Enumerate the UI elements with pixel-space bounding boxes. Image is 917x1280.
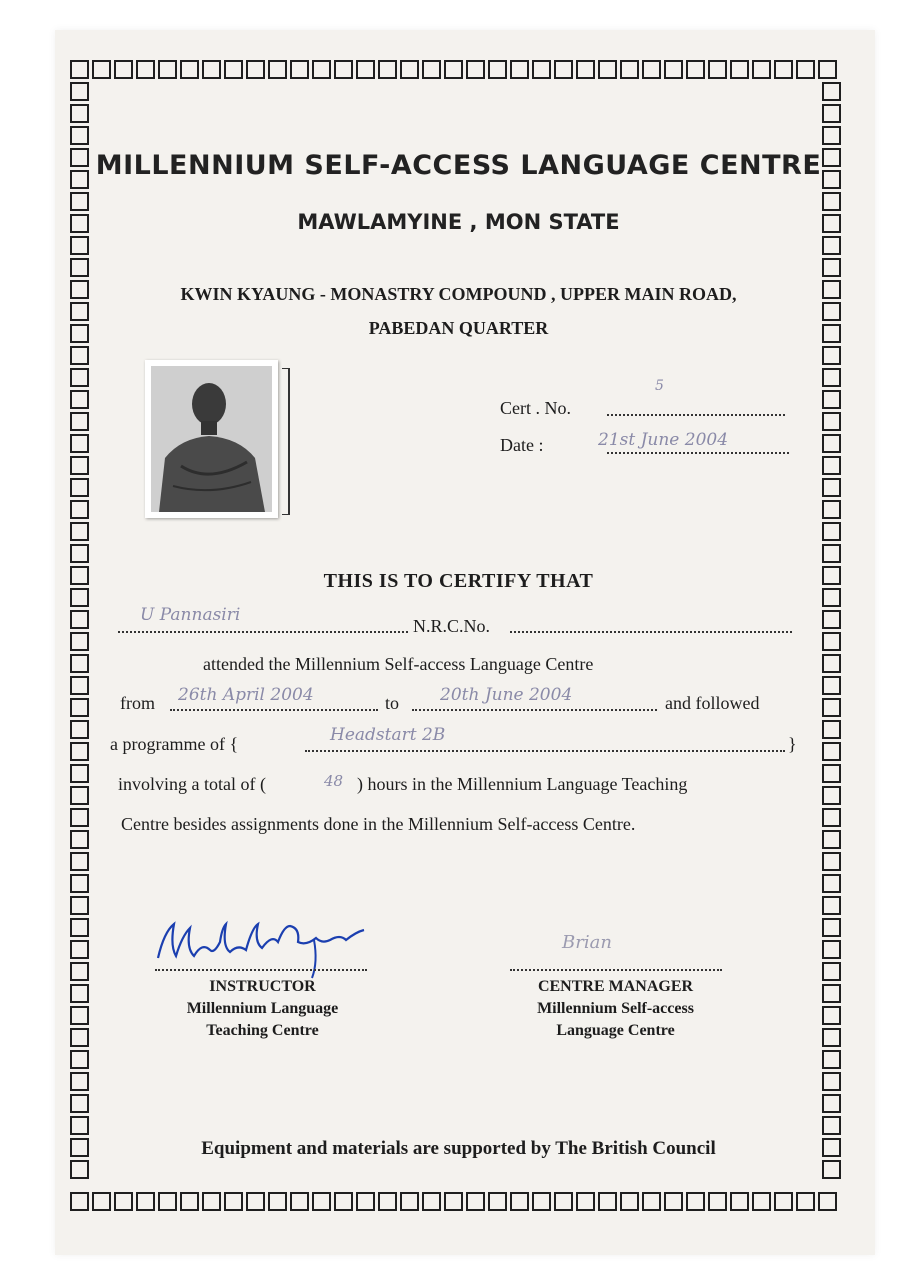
border-square [686,1192,705,1211]
to-line [412,709,657,711]
border-square [554,60,573,79]
border-square [70,852,89,871]
border-square [510,60,529,79]
recipient-name: U Pannasiri [140,605,241,625]
border-square [70,676,89,695]
border-square [532,1192,551,1211]
border-square [620,1192,639,1211]
border-square [70,1028,89,1047]
border-square [822,456,841,475]
border-square [822,1050,841,1069]
involving-prefix: involving a total of ( [118,774,266,794]
border-square [268,1192,287,1211]
border-square [70,522,89,541]
border-square [822,940,841,959]
border-square [400,1192,419,1211]
border-square [70,984,89,1003]
programme-line [305,750,785,752]
border-square [822,390,841,409]
followed-label: and followed [665,693,760,713]
border-square [444,60,463,79]
border-square [92,1192,111,1211]
border-square [708,1192,727,1211]
border-square [70,192,89,211]
border-square [70,830,89,849]
border-square [290,1192,309,1211]
border-square [822,896,841,915]
centre-location: MAWLAMYINE , MON STATE [297,210,620,234]
cert-no-line [607,414,785,416]
instructor-block [160,976,365,1042]
decorative-border-top [70,60,837,79]
border-square [334,60,353,79]
border-square [290,60,309,79]
border-square [114,1192,133,1211]
decorative-border-left [70,82,89,1179]
border-square [576,60,595,79]
border-square [70,808,89,827]
border-square [312,60,331,79]
address-line-2: PABEDAN QUARTER [368,318,549,338]
attended-text: attended the Millennium Self-access Language Centre [203,654,594,674]
border-square [822,544,841,563]
border-square [70,698,89,717]
border-square [92,60,111,79]
border-square [378,60,397,79]
border-square [822,764,841,783]
border-square [70,918,89,937]
border-square [664,60,683,79]
border-square [642,1192,661,1211]
date-value: 21st June 2004 [598,430,729,450]
border-square [356,60,375,79]
border-square [822,434,841,453]
programme-value: Headstart 2B [330,725,446,745]
border-square [774,1192,793,1211]
border-square [246,60,265,79]
border-square [822,1116,841,1135]
border-square [422,1192,441,1211]
border-square [180,1192,199,1211]
border-square [822,962,841,981]
border-square [822,984,841,1003]
border-square [822,1006,841,1025]
border-square [70,478,89,497]
border-square [598,1192,617,1211]
border-square [822,654,841,673]
from-label: from [120,693,155,713]
date-label: Date : [500,435,544,455]
border-square [378,1192,397,1211]
border-square [466,1192,485,1211]
border-square [70,104,89,123]
border-square [822,368,841,387]
svg-text:MabelKNyo: MabelKNyo [160,969,196,976]
border-square [70,962,89,981]
border-square [822,478,841,497]
border-square [70,368,89,387]
border-square [822,522,841,541]
border-square [70,412,89,431]
nrc-label: N.R.C.No. [413,616,491,636]
border-square [70,786,89,805]
manager-org-2: Language Centre [556,1022,675,1039]
border-square [312,1192,331,1211]
border-square [822,742,841,761]
border-square [822,500,841,519]
centre-line: Centre besides assignments done in the Millennium Self-access Centre. [121,814,636,834]
border-square [554,1192,573,1211]
border-square [822,874,841,893]
border-square [444,1192,463,1211]
border-square [822,1094,841,1113]
border-square [70,874,89,893]
instructor-org-2: Teaching Centre [206,1022,319,1039]
border-square [70,1006,89,1025]
border-square [180,60,199,79]
border-square [422,60,441,79]
border-square [822,192,841,211]
border-square [70,236,89,255]
border-square [822,918,841,937]
border-square [70,500,89,519]
border-square [466,60,485,79]
instructor-title: INSTRUCTOR [209,978,316,995]
border-square [730,60,749,79]
decorative-border-right [822,82,841,1179]
nrc-line [510,631,792,633]
border-square [822,412,841,431]
border-square [70,654,89,673]
cert-no-label: Cert . No. [500,398,571,418]
border-square [822,676,841,695]
border-square [510,1192,529,1211]
border-square [70,764,89,783]
border-square [70,940,89,959]
border-square [620,60,639,79]
student-photo [145,360,278,518]
border-square [70,1094,89,1113]
border-square [822,258,841,277]
border-square [822,346,841,365]
border-square [818,60,837,79]
manager-title: CENTRE MANAGER [537,978,694,995]
border-square [70,1192,89,1211]
border-square [70,742,89,761]
border-square [224,60,243,79]
border-square [70,346,89,365]
footer-support-note: Equipment and materials are supported by The British Council [201,1138,716,1159]
border-square [822,720,841,739]
border-square [202,60,221,79]
border-square [334,1192,353,1211]
border-square [818,1192,837,1211]
from-line [170,709,378,711]
border-square [532,60,551,79]
to-date: 20th June 2004 [440,685,573,705]
manager-signature: Brian [562,932,612,953]
border-square [70,896,89,915]
border-square [822,236,841,255]
border-square [822,1072,841,1091]
border-square [822,126,841,145]
manager-org-1: Millennium Self-access [537,1000,694,1017]
border-square [70,1116,89,1135]
border-square [136,1192,155,1211]
border-square [70,1160,89,1179]
border-square [822,808,841,827]
manager-sign-line [510,969,722,971]
border-square [822,852,841,871]
cert-no-value: 5 [655,378,664,394]
name-line [118,631,408,633]
border-square [70,434,89,453]
instructor-org-1: Millennium Language [186,1000,339,1017]
border-square [752,1192,771,1211]
border-square [822,610,841,629]
border-square [400,60,419,79]
hours-value: 48 [324,772,344,790]
border-square [70,456,89,475]
border-square [822,786,841,805]
involving-suffix: ) hours in the Millennium Language Teaching [357,774,688,794]
from-date: 26th April 2004 [178,685,314,705]
border-square [822,830,841,849]
border-square [708,60,727,79]
certify-heading: THIS IS TO CERTIFY THAT [323,570,594,592]
border-square [796,1192,815,1211]
border-square [202,1192,221,1211]
photo-bracket [282,368,290,515]
border-square [598,60,617,79]
border-square [114,60,133,79]
border-square [70,60,89,79]
border-square [158,1192,177,1211]
border-square [70,258,89,277]
border-square [664,1192,683,1211]
border-square [158,60,177,79]
border-square [822,1028,841,1047]
border-square [752,60,771,79]
manager-block [508,976,723,1042]
border-square [70,1050,89,1069]
border-square [70,1072,89,1091]
border-square [70,632,89,651]
border-square [576,1192,595,1211]
border-square [70,544,89,563]
date-line [607,452,789,454]
border-square [356,1192,375,1211]
border-square [70,610,89,629]
border-square [136,60,155,79]
programme-label: a programme of { [110,734,239,754]
instructor-sign-line [155,969,367,971]
border-square [70,126,89,145]
border-square [70,720,89,739]
border-square [822,104,841,123]
centre-title: MILLENNIUM SELF-ACCESS LANGUAGE CENTRE [95,150,822,181]
border-square [70,82,89,101]
border-square [224,1192,243,1211]
border-square [642,60,661,79]
border-square [686,60,705,79]
border-square [488,1192,507,1211]
border-square [488,60,507,79]
border-square [246,1192,265,1211]
border-square [822,698,841,717]
border-square [822,1160,841,1179]
border-square [268,60,287,79]
border-square [730,1192,749,1211]
programme-close: } [788,734,797,754]
border-square [796,60,815,79]
border-square [70,390,89,409]
to-label: to [385,693,400,713]
border-square [822,632,841,651]
border-square [774,60,793,79]
decorative-border-bottom [70,1192,837,1211]
address-line-1: KWIN KYAUNG - MONASTRY COMPOUND , UPPER MAIN ROAD, [180,284,737,304]
border-square [822,82,841,101]
